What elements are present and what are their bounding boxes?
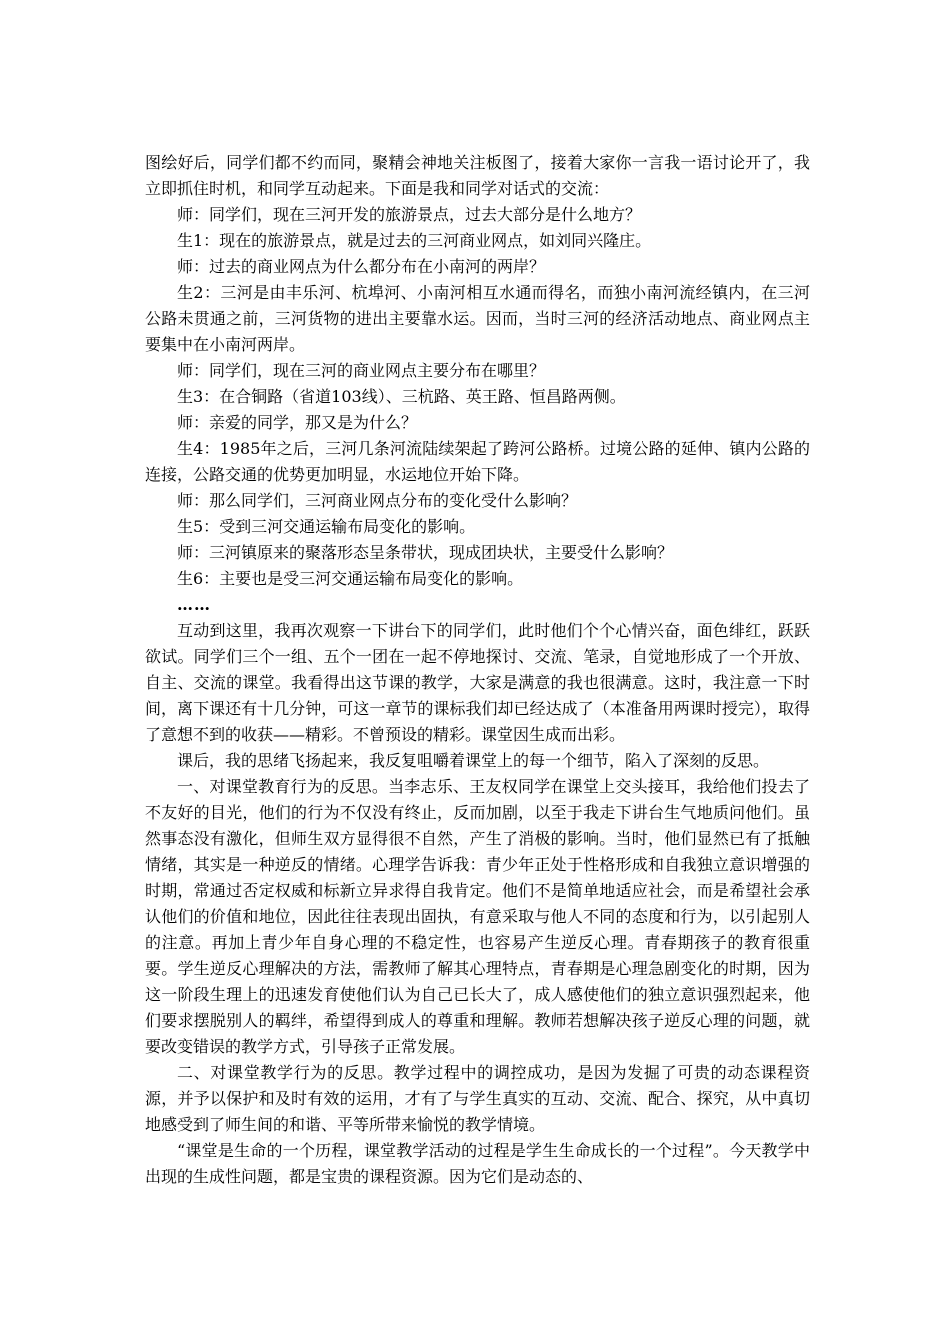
ellipsis-line: …… [177, 595, 211, 614]
paragraph: 二、对课堂教学行为的反思。教学过程中的调控成功，是因为发掘了可贵的动态课程资源，并予以保护和及时有效的运用，才有了与学生真实的互动、交流、配合、探究，从中真切地感受到了师生间的和谐、平等所带来愉悦的教学情境。 [145, 1063, 810, 1134]
dialogue-line: 师：过去的商业网点为什么都分布在小南河的两岸？ [177, 257, 546, 276]
dialogue-line: 生2：三河是由丰乐河、杭埠河、小南河相互水通而得名，而独小南河流经镇内，在三河公路未贯通之前，三河货物的进出主要靠水运。因而，当时三河的经济活动地点、商业网点主要集中在小南河两岸。 [145, 283, 810, 354]
dialogue-line: 生5：受到三河交通运输布局变化的影响。 [177, 517, 476, 536]
dialogue-line: 师：三河镇原来的聚落形态呈条带状，现成团块状，主要受什么影响？ [177, 543, 674, 562]
paragraph: 课后，我的思绪飞扬起来，我反复咀嚼着课堂上的每一个细节，陷入了深刻的反思。 [177, 751, 770, 770]
dialogue-line: 师：亲爱的同学，那又是为什么？ [177, 413, 418, 432]
dialogue-line: 师：同学们，现在三河开发的旅游景点，过去大部分是什么地方？ [177, 205, 642, 224]
paragraph: 一、对课堂教育行为的反思。当李志乐、王友权同学在课堂上交头接耳，我给他们投去了不友好的目光，他们的行为不仅没有终止，反而加剧，以至于我走下讲台生气地质问他们。虽然事态没有激化，但师生双方显得很不自然，产生了消极的影响。当时，他们显然已有了抵触情绪，其实是一种逆反的情绪。心理学告诉我：青少年正处于性格形成和自我独立意识增强的时期，常通过否定权威和标新立异求得自我肯定。他们不是简单地适应社会，而是希望社会承认他们的价值和地位，因此往往表现出固执，有意采取与他人不同的态度和行为，以引起别人的注意。再加上青少年自身心理的不稳定性，也容易产生逆反心理。青春期孩子的教育很重要。学生逆反心理解决的方法，需教师了解其心理特点，青春期是心理急剧变化的时期，因为这一阶段生理上的迅速发育使他们认为自己已长大了，成人感使他们的独立意识强烈起来，他们要求摆脱别人的羁绊，希望得到成人的尊重和理解。教师若想解决孩子逆反心理的问题，就要改变错误的教学方式，引导孩子正常发展。 [145, 777, 810, 1056]
dialogue-line: 生6：主要也是受三河交通运输布局变化的影响。 [177, 569, 524, 588]
paragraph: 互动到这里，我再次观察一下讲台下的同学们，此时他们个个心情兴奋，面色绯红，跃跃欲试。同学们三个一组、五个一团在一起不停地探讨、交流、笔录，自觉地形成了一个开放、自主、交流的课堂。我看得出这节课的教学，大家是满意的我也很满意。这时，我注意一下时间，离下课还有十几分钟，可这一章节的课标我们却已经达成了（本准备用两课时授完），取得了意想不到的收获——精彩。不曾预设的精彩。课堂因生成而出彩。 [145, 621, 810, 744]
dialogue-line: 生3：在合铜路（省道103线）、三杭路、英王路、恒昌路两侧。 [177, 387, 626, 406]
paragraph: 图绘好后，同学们都不约而同，聚精会神地关注板图了，接着大家你一言我一语讨论开了，我立即抓住时机，和同学互动起来。下面是我和同学对话式的交流： [145, 153, 810, 198]
dialogue-line: 师：那么同学们，三河商业网点分布的变化受什么影响？ [177, 491, 578, 510]
dialogue-line: 生1：现在的旅游景点，就是过去的三河商业网点，如刘同兴隆庄。 [177, 231, 652, 250]
paragraph: “课堂是生命的一个历程，课堂教学活动的过程是学生生命成长的一个过程”。今天教学中出现的生成性问题，都是宝贵的课程资源。因为它们是动态的、 [145, 1141, 810, 1186]
document-body [145, 150, 810, 1190]
dialogue-line: 生4：1985年之后，三河几条河流陆续架起了跨河公路桥。过境公路的延伸、镇内公路的连接，公路交通的优势更加明显，水运地位开始下降。 [145, 439, 810, 484]
dialogue-line: 师：同学们，现在三河的商业网点主要分布在哪里？ [177, 361, 546, 380]
